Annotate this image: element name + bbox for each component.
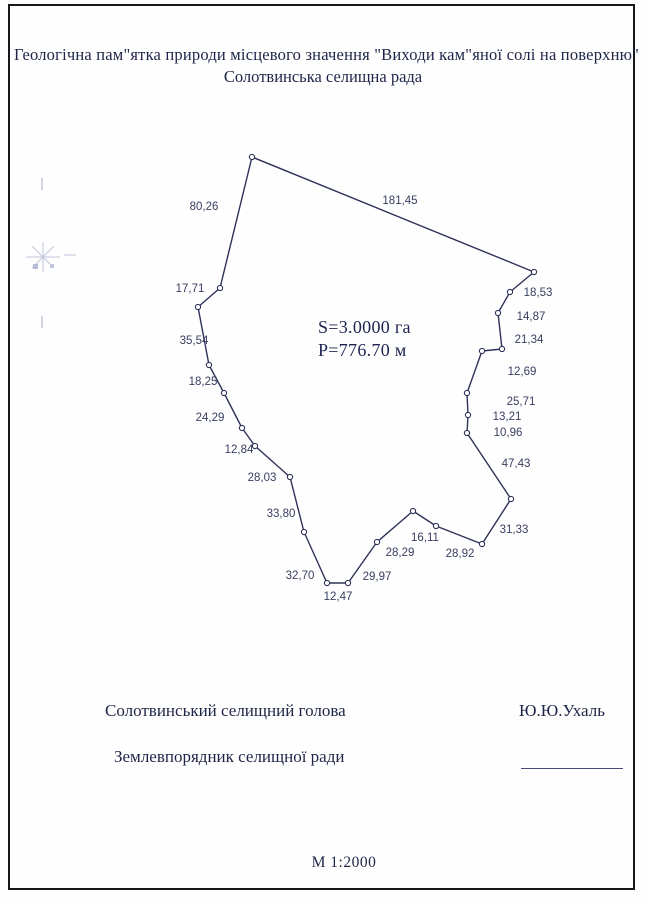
vertex-marker [508,496,513,501]
segment-length-label: 28,29 [385,547,415,559]
vertex-marker [374,539,379,544]
vertex-marker [499,346,504,351]
vertex-marker [217,285,222,290]
segment-length-label: 181,45 [382,195,418,207]
segment-length-label: 24,29 [195,412,225,424]
segment-length-label: 18,53 [523,287,553,299]
segment-length-label: 31,33 [499,524,529,536]
vertex-marker [206,362,211,367]
title-line-2: Солотвинська селищна рада [223,67,423,86]
vertex-marker [465,412,470,417]
official-name: Ю.Ю.Ухаль [519,701,605,720]
parcel-stats [318,316,411,362]
vertex-marker [287,474,292,479]
segment-length-label: 33,80 [266,508,296,520]
vertex-marker [410,508,415,513]
vertex-marker [324,580,329,585]
segment-length-label: 80,26 [189,201,219,213]
segment-length-label: 13,21 [492,411,522,423]
segment-length-label: 12,84 [224,444,254,456]
scan-artifact-marks [24,172,94,332]
vertex-marker [531,269,536,274]
vertex-marker [345,580,350,585]
parcel-boundary [195,157,534,583]
segment-length-label: 21,34 [514,334,544,346]
area-value: S=3.0000 га [318,317,411,337]
segment-length-label: 35,54 [179,335,209,347]
vertex-marker [479,541,484,546]
vertex-marker [239,425,244,430]
segment-length-label: 28,03 [247,472,277,484]
official-title: Солотвинський селищний голова [105,701,346,720]
segment-length-label: 14,87 [516,311,546,323]
segment-length-label: 25,71 [506,396,536,408]
vertex-marker [301,529,306,534]
surveyor-title: Землевпорядник селищної ради [114,747,345,766]
segment-length-label: 12,69 [507,366,537,378]
segment-length-label: 10,96 [493,427,523,439]
segment-length-label: 28,92 [445,548,475,560]
segment-length-label: 29,97 [362,571,392,583]
vertex-marker [507,289,512,294]
vertex-marker [249,154,254,159]
vertex-marker [495,310,500,315]
segment-length-label: 16,11 [411,532,439,544]
vertex-marker [464,390,469,395]
vertex-marker [479,348,484,353]
segment-length-label: 47,43 [501,458,531,470]
segment-length-label: 32,70 [285,570,315,582]
vertex-marker [221,390,226,395]
perimeter-value: Р=776.70 м [318,340,407,360]
signature-line [521,768,623,769]
segment-length-label: 12,47 [323,591,353,603]
vertex-marker [464,430,469,435]
vertex-marker [433,523,438,528]
title-line-1: Геологічна пам"ятка природи місцевого значення "Виходи кам"яної солі на поверхню" [14,45,640,64]
segment-length-label: 18,25 [188,376,218,388]
segment-length-label: 17,71 [175,283,205,295]
vertex-marker [195,304,200,309]
scale-label: М 1:2000 [311,854,377,871]
